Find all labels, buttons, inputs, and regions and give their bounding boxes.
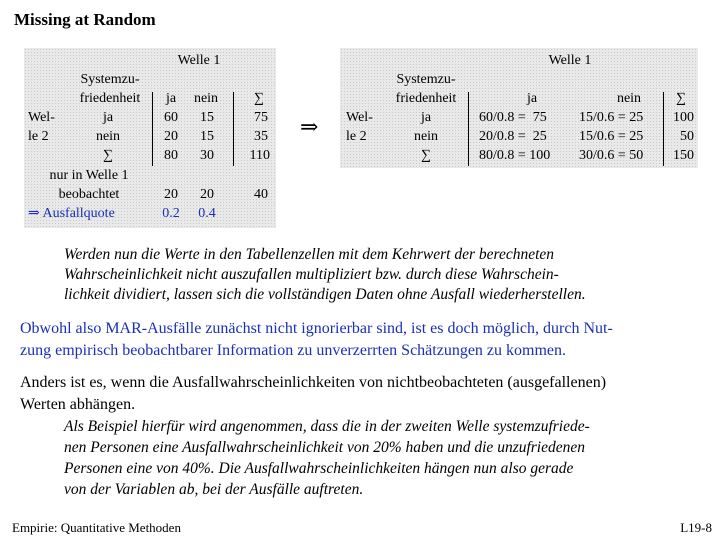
conclusion-paragraph (20, 318, 613, 362)
left-only-label-1: nur in Welle 1 (49, 168, 129, 183)
nmar-line-2: Werten abhängen. (20, 396, 136, 413)
left-table (24, 48, 276, 228)
right-cell-ja-nein: 15/0.6 = 25 (579, 110, 644, 125)
left-cell-ja-sum: 75 (254, 110, 268, 125)
left-table-corner-2: friedenheit (79, 91, 141, 106)
left-cell-ja-nein: 15 (200, 110, 214, 125)
left-row-ja: ja (102, 110, 114, 125)
example-paragraph (64, 416, 590, 500)
right-divider-1 (468, 92, 469, 166)
explanation-paragraph (64, 245, 586, 305)
example-line-3: Personen eine von 40%. Die Ausfallwahrscheinlichkeiten hängen nun also gerade (64, 460, 574, 477)
right-cell-nein-ja: 20/0.8 = 25 (479, 129, 547, 144)
left-quote-row (28, 206, 115, 222)
right-cell-sum-nein: 30/0.6 = 50 (579, 148, 644, 163)
nmar-line-1: Anders ist es, wenn die Ausfallwahrscheinlichkeiten von nichtbeobachteten (ausgefallenen) (20, 374, 607, 391)
right-table-corner-2: friedenheit (395, 91, 457, 106)
right-table-corner-1: Systemzu- (396, 72, 456, 87)
left-row-label-1: Wel- (28, 110, 55, 125)
right-col-nein: nein (616, 91, 642, 106)
right-col-ja: ja (526, 91, 538, 106)
left-quote-ja: 0.2 (162, 206, 180, 221)
left-cell-sum-sum: 110 (249, 148, 270, 163)
left-divider-1 (152, 92, 153, 166)
footer-slide-number: L19-8 (680, 520, 712, 535)
right-cell-nein-nein: 15/0.6 = 25 (579, 129, 644, 144)
right-table (340, 48, 698, 168)
left-only-ja: 20 (164, 187, 178, 202)
left-quote-nein: 0.4 (198, 206, 216, 221)
right-row-label-2: le 2 (346, 129, 367, 144)
left-col-nein: nein (193, 91, 219, 106)
explanation-line-3: lichkeit dividiert, lassen sich die vollständigen Daten ohne Ausfall wiederherstellen. (64, 286, 586, 303)
left-table-header: Welle 1 (177, 53, 221, 68)
right-cell-nein-sum: 50 (680, 129, 694, 144)
implies-arrow-icon: ⇒ (300, 114, 319, 139)
left-cell-nein-ja: 20 (164, 129, 178, 144)
footer-course: Empirie: Quantitative Methoden (12, 520, 181, 535)
example-line-1: Als Beispiel hierfür wird angenommen, dass die in der zweiten Welle systemzufriede- (64, 418, 590, 435)
right-table-header: Welle 1 (548, 53, 592, 68)
right-divider-2 (663, 92, 664, 166)
right-cell-ja-ja: 60/0.8 = 75 (479, 110, 547, 125)
left-cell-nein-nein: 15 (200, 129, 214, 144)
left-col-sum: ∑ (254, 91, 264, 106)
left-cell-ja-ja: 60 (164, 110, 178, 125)
right-cell-sum-ja: 80/0.8 = 100 (479, 148, 551, 163)
implies-arrow-icon: ⇒ (28, 206, 40, 221)
left-row-sum: ∑ (103, 148, 113, 163)
left-cell-sum-ja: 80 (164, 148, 178, 163)
conclusion-line-2: zung empirisch beobachtbarer Information zu unverzerrten Schätzungen zu kommen. (20, 342, 567, 359)
right-row-nein: nein (413, 129, 439, 144)
left-cell-nein-sum: 35 (254, 129, 268, 144)
right-row-label-1: Wel- (346, 110, 373, 125)
right-cell-sum-sum: 150 (673, 148, 694, 163)
left-only-nein: 20 (200, 187, 214, 202)
left-only-sum: 40 (254, 187, 268, 202)
left-col-ja: ja (165, 91, 177, 106)
left-only-label-2: beobachtet (58, 187, 120, 202)
example-line-4: von der Variablen ab, bei der Ausfälle auftreten. (64, 481, 364, 498)
right-row-sum: ∑ (421, 148, 431, 163)
right-cell-ja-sum: 100 (673, 110, 694, 125)
example-line-2: nen Personen eine Ausfallwahrscheinlichkeit von 20% haben und die unzufriedenen (64, 439, 586, 456)
explanation-line-1: Werden nun die Werte in den Tabellenzellen mit dem Kehrwert der berechneten (64, 246, 555, 263)
left-divider-2 (233, 92, 234, 166)
explanation-line-2: Wahrscheinlichkeit nicht auszufallen multipliziert bzw. durch diese Wahrschein- (64, 266, 559, 283)
right-row-ja: ja (420, 110, 432, 125)
right-col-sum: ∑ (676, 91, 686, 106)
page-title: Missing at Random (14, 10, 156, 29)
left-cell-sum-nein: 30 (200, 148, 214, 163)
left-quote-label: Ausfallquote (42, 206, 115, 221)
left-row-label-2: le 2 (28, 129, 49, 144)
nmar-paragraph (20, 372, 606, 416)
left-table-corner-1: Systemzu- (80, 72, 140, 87)
conclusion-line-1: Obwohl also MAR-Ausfälle zunächst nicht ignorierbar sind, ist es doch möglich, durch Nut- (20, 320, 613, 337)
left-row-nein: nein (95, 129, 121, 144)
